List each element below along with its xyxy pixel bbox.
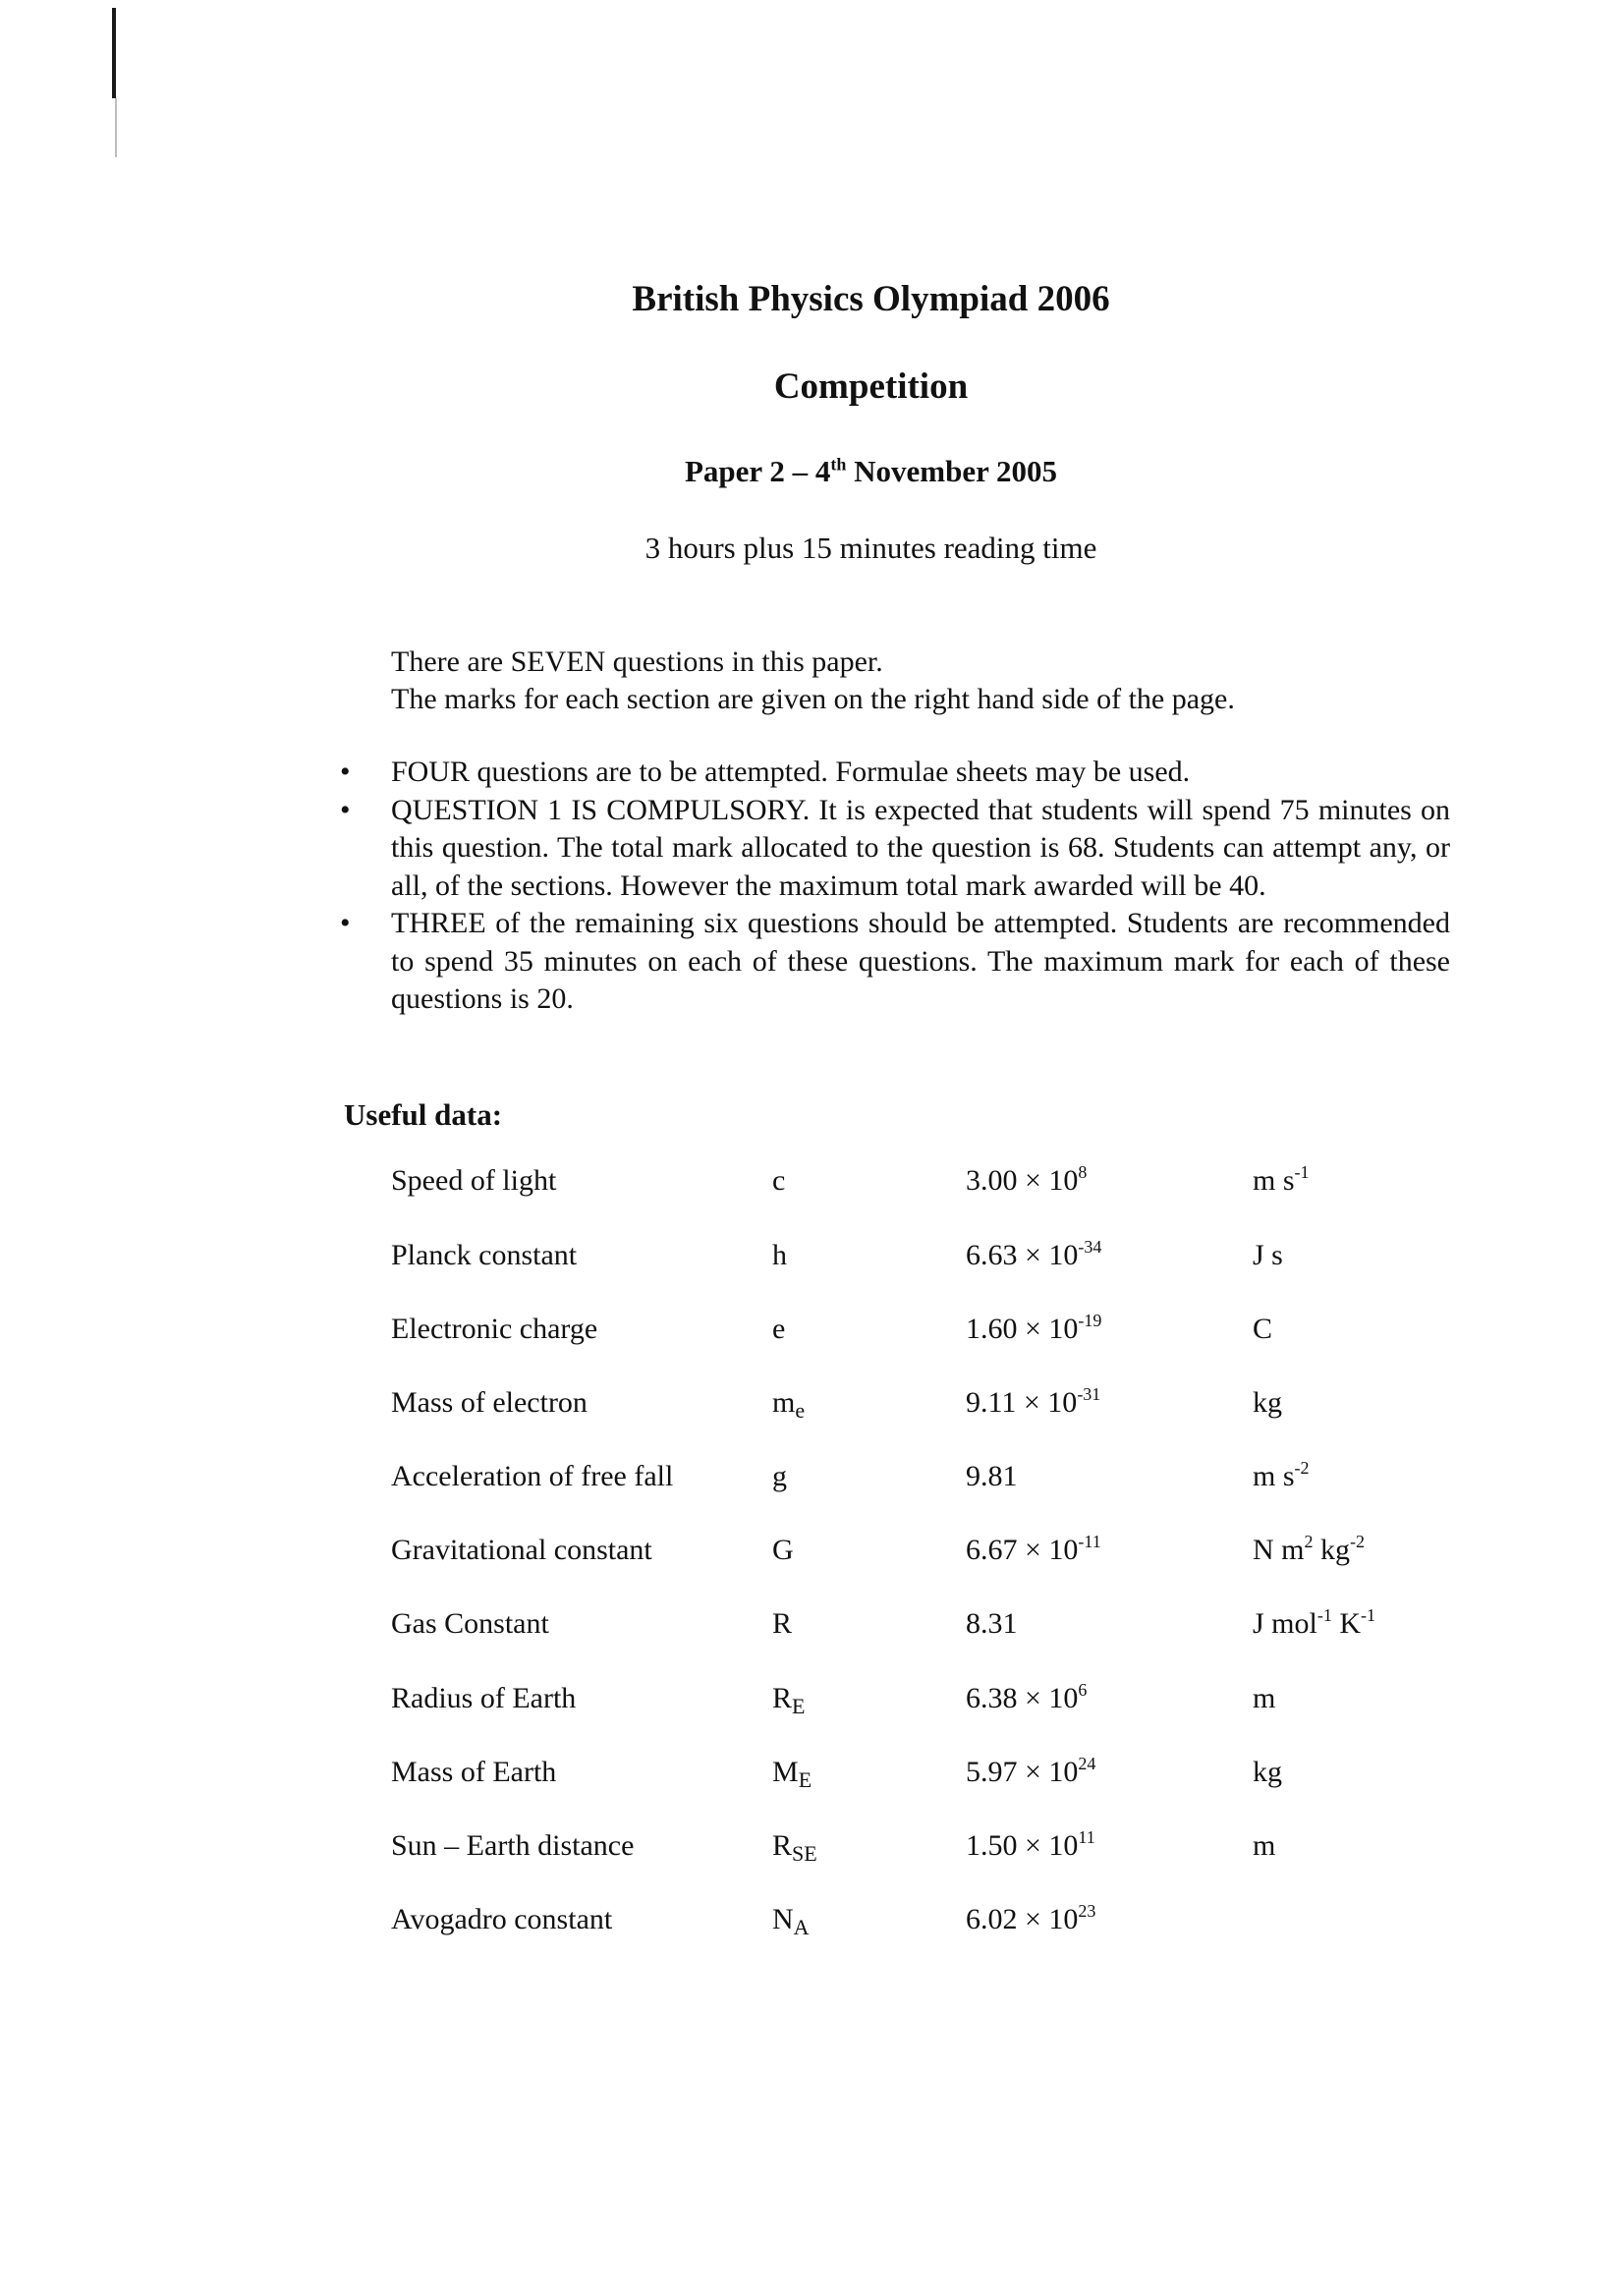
value-exponent: 23	[1078, 1901, 1096, 1921]
value-mantissa: 9.81	[966, 1460, 1018, 1492]
symbol-base: m	[772, 1386, 796, 1419]
symbol-base: h	[772, 1239, 787, 1271]
unit-part: kg	[1253, 1386, 1282, 1419]
unit-exponent: 2	[1304, 1532, 1314, 1551]
symbol-subscript: E	[798, 1767, 812, 1792]
unit-part: kg	[1253, 1756, 1282, 1788]
list-item	[340, 792, 1450, 906]
constant-unit	[1253, 1164, 1310, 1198]
constant-symbol	[772, 1386, 806, 1423]
constant-unit	[1253, 1239, 1283, 1272]
duration: 3 hours plus 15 minutes reading time	[644, 531, 1097, 565]
scan-mark-faint	[115, 98, 117, 157]
value-mantissa: 1.50 × 10	[966, 1829, 1079, 1862]
constant-name: Electronic charge	[391, 1313, 598, 1345]
value-exponent: 6	[1078, 1680, 1088, 1700]
constant-symbol	[772, 1313, 785, 1346]
constant-name: Planck constant	[391, 1239, 578, 1271]
list-item	[340, 905, 1450, 1019]
unit-part-2: kg	[1313, 1534, 1350, 1566]
constant-unit	[1253, 1682, 1275, 1715]
instruction-text: THREE of the remaining six questions should be attempted. Students are recommended to spend 35 minutes on each of these questions. The maximum mark for each of these questions is 20.	[391, 907, 1450, 1015]
list-item	[340, 754, 1450, 792]
constant-value	[966, 1682, 1087, 1715]
value-mantissa: 6.63 × 10	[966, 1239, 1079, 1271]
constant-value	[966, 1164, 1087, 1198]
constant-value	[966, 1534, 1101, 1567]
constant-unit	[1253, 1386, 1282, 1420]
constant-symbol	[772, 1682, 806, 1718]
value-mantissa: 5.97 × 10	[966, 1756, 1079, 1788]
constant-symbol	[772, 1239, 787, 1272]
value-mantissa: 6.02 × 10	[966, 1903, 1079, 1935]
paper-line	[0, 454, 1624, 489]
value-mantissa: 1.60 × 10	[966, 1313, 1079, 1345]
unit-part: J s	[1253, 1239, 1283, 1271]
constant-value	[966, 1756, 1095, 1789]
symbol-base: R	[772, 1682, 793, 1714]
intro	[391, 644, 1452, 718]
symbol-base: G	[772, 1534, 794, 1566]
unit-exponent-2: -1	[1361, 1605, 1376, 1625]
constant-value	[966, 1829, 1095, 1863]
constant-unit	[1253, 1534, 1365, 1567]
unit-part-2: K	[1331, 1607, 1362, 1640]
value-mantissa: 6.67 × 10	[966, 1534, 1079, 1566]
constant-name: Radius of Earth	[391, 1682, 577, 1714]
constant-name: Sun – Earth distance	[391, 1829, 635, 1862]
intro-line-1: There are SEVEN questions in this paper.	[391, 645, 883, 678]
unit-part: N m	[1253, 1534, 1305, 1566]
constant-unit	[1253, 1313, 1272, 1346]
unit-part: J mol	[1253, 1607, 1317, 1640]
constant-name: Speed of light	[391, 1164, 557, 1197]
value-exponent: 24	[1078, 1754, 1096, 1773]
bullet-icon: •	[340, 756, 351, 788]
paper-prefix: Paper 2 – 4	[684, 454, 831, 488]
constant-value	[966, 1386, 1100, 1420]
bullet-icon: •	[340, 907, 351, 939]
constant-name: Avogadro constant	[391, 1903, 613, 1935]
constant-name: Acceleration of free fall	[391, 1460, 674, 1492]
value-exponent: -11	[1078, 1532, 1101, 1551]
value-exponent: -34	[1078, 1237, 1102, 1257]
unit-part: C	[1253, 1313, 1273, 1345]
symbol-base: g	[772, 1460, 787, 1492]
value-exponent: 11	[1078, 1827, 1095, 1847]
paper-sup: th	[830, 454, 847, 475]
unit-exponent: -1	[1294, 1162, 1310, 1182]
symbol-base: M	[772, 1756, 799, 1788]
unit-exponent: -1	[1316, 1605, 1332, 1625]
symbol-base: R	[772, 1829, 793, 1862]
value-exponent: 8	[1078, 1162, 1088, 1182]
constant-symbol	[772, 1607, 792, 1641]
constant-symbol	[772, 1829, 817, 1866]
unit-part: m s	[1253, 1164, 1295, 1197]
symbol-base: e	[772, 1313, 786, 1345]
constant-value	[966, 1460, 1018, 1493]
constant-value	[966, 1239, 1101, 1272]
instruction-text: FOUR questions are to be attempted. Formulae sheets may be used.	[391, 756, 1191, 788]
symbol-base: c	[772, 1164, 786, 1197]
constant-symbol	[772, 1460, 787, 1493]
value-mantissa: 9.11 × 10	[966, 1386, 1078, 1419]
unit-part: m	[1253, 1829, 1276, 1862]
intro-line-2: The marks for each section are given on the right hand side of the page.	[391, 683, 1235, 715]
symbol-base: N	[772, 1903, 794, 1935]
symbol-subscript: e	[795, 1398, 806, 1423]
unit-exponent: -2	[1294, 1458, 1310, 1478]
constant-symbol	[772, 1903, 810, 1939]
paper-suffix: November 2005	[846, 454, 1058, 488]
instructions-list	[340, 754, 1450, 1019]
symbol-subscript: E	[792, 1694, 806, 1718]
value-exponent: -19	[1078, 1311, 1102, 1330]
constant-unit	[1253, 1607, 1375, 1641]
constant-name: Gas Constant	[391, 1607, 549, 1640]
constant-name: Mass of electron	[391, 1386, 588, 1419]
instruction-text: QUESTION 1 IS COMPULSORY. It is expected that students will spend 75 minutes on this question. The total mark allocated to the question is 68. Students can attempt any, or all, of the sections. However the maximum total mark awarded will be 40.	[391, 793, 1450, 902]
constant-unit	[1253, 1756, 1282, 1789]
constant-name: Gravitational constant	[391, 1534, 652, 1566]
page-title: British Physics Olympiad 2006	[632, 279, 1110, 319]
page-subtitle: Competition	[773, 366, 969, 407]
value-mantissa: 8.31	[966, 1607, 1018, 1640]
constant-symbol	[772, 1756, 812, 1792]
unit-part: m	[1253, 1682, 1276, 1714]
value-mantissa: 6.38 × 10	[966, 1682, 1079, 1714]
constant-value	[966, 1903, 1095, 1936]
value-exponent: -31	[1077, 1384, 1101, 1404]
constant-symbol	[772, 1534, 794, 1567]
scan-mark	[112, 8, 116, 98]
unit-part: m s	[1253, 1460, 1295, 1492]
constant-unit	[1253, 1829, 1275, 1863]
useful-data-heading: Useful data:	[344, 1097, 503, 1132]
symbol-subscript: A	[793, 1915, 810, 1939]
constant-name: Mass of Earth	[391, 1756, 557, 1788]
symbol-subscript: SE	[792, 1841, 817, 1866]
constant-unit	[1253, 1460, 1310, 1493]
constant-value	[966, 1607, 1018, 1641]
constant-value	[966, 1313, 1101, 1346]
constant-symbol	[772, 1164, 785, 1198]
unit-exponent-2: -2	[1350, 1532, 1365, 1551]
value-mantissa: 3.00 × 10	[966, 1164, 1079, 1197]
symbol-base: R	[772, 1607, 793, 1640]
bullet-icon: •	[340, 793, 351, 826]
